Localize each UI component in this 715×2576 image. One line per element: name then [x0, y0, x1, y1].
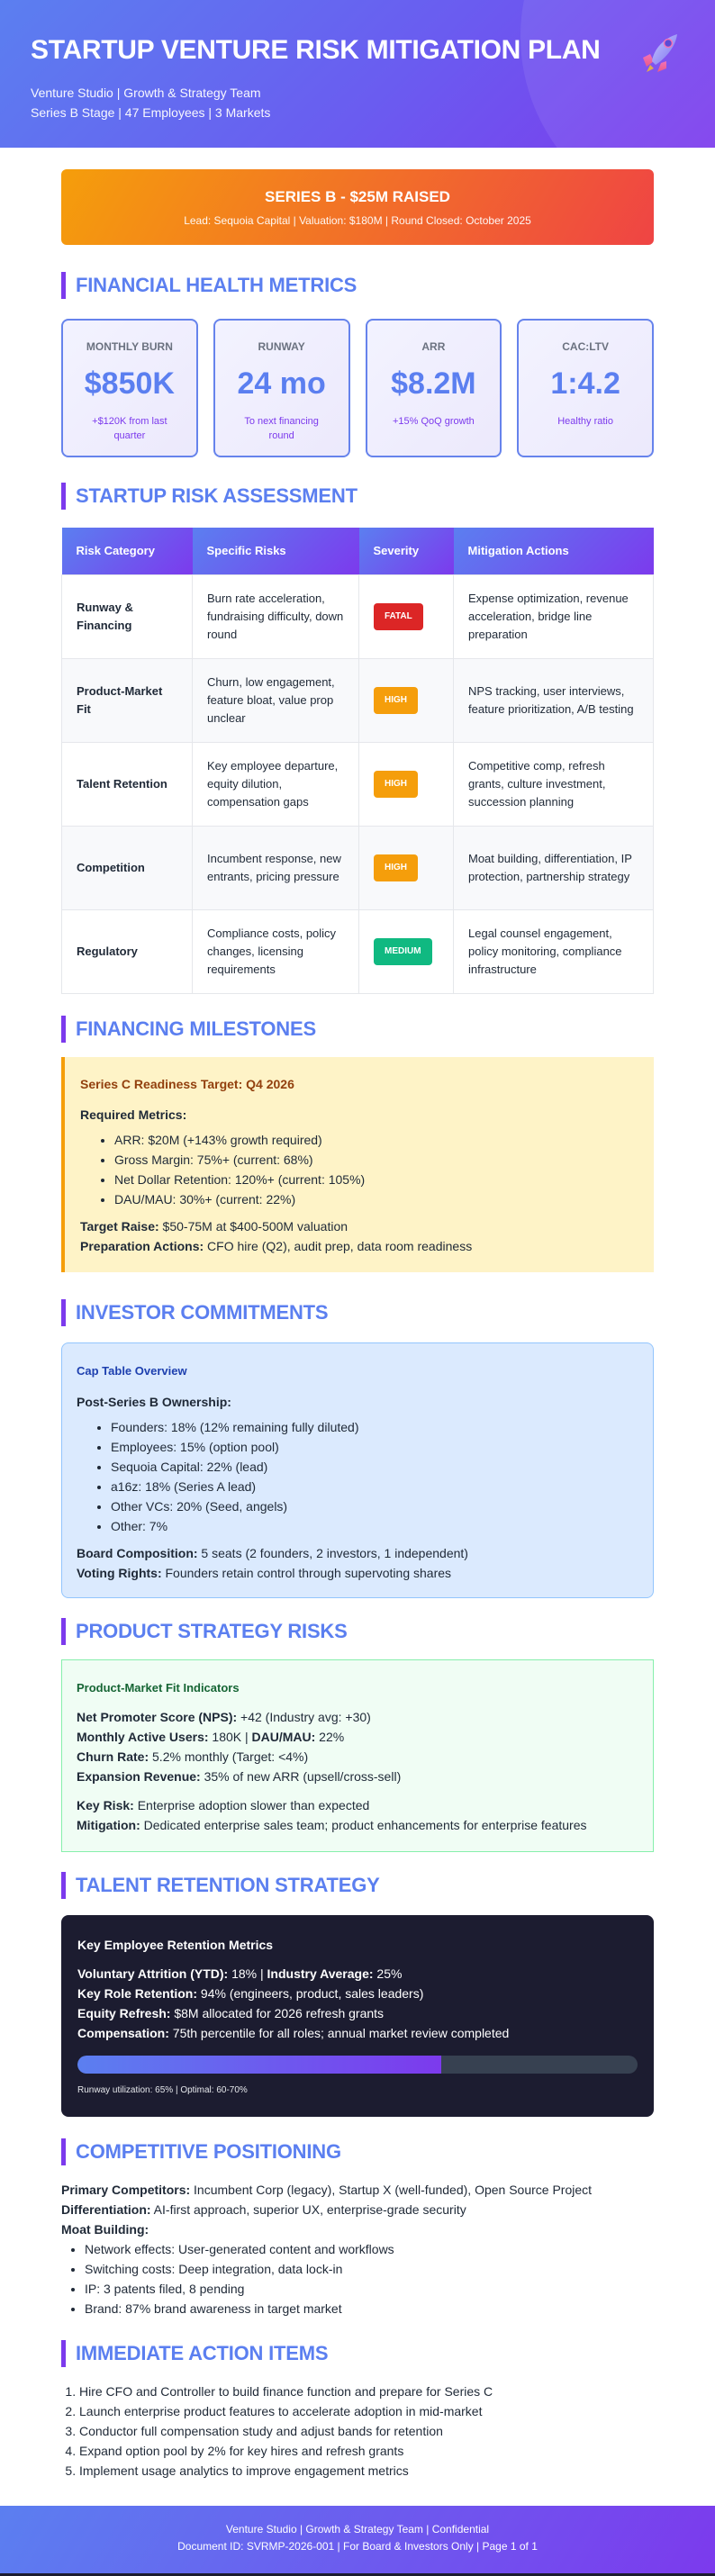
main-content — [0, 169, 715, 2481]
mitigation-actions: Expense optimization, revenue acceleration, bridge line preparation — [454, 574, 654, 658]
column-header: Mitigation Actions — [454, 528, 654, 574]
list-item: • ARR: $20M (+143% growth required) — [114, 1130, 638, 1150]
moat-building-label: Moat Building: — [61, 2221, 149, 2237]
progress-caption: Runway utilization: 65% | Optimal: 60-70% — [77, 2084, 248, 2095]
risk-category: Product-Market Fit — [62, 658, 193, 742]
mitigation-actions: NPS tracking, user interviews, feature prioritization, A/B testing — [454, 658, 654, 742]
board-composition: Board Composition: 5 seats (2 founders, 2 investors, 1 independent) — [77, 1545, 468, 1560]
metric-card-arr — [366, 319, 502, 457]
metric-card-cac-ltv — [517, 319, 654, 457]
list-item: • IP: 3 patents filed, 8 pending — [85, 2279, 654, 2299]
mitigation-actions: Moat building, differentiation, IP protection, partnership strategy — [454, 826, 654, 909]
list-item: • Other: 7% — [111, 1516, 638, 1536]
metric-note: Healthy ratio — [557, 416, 613, 427]
table-row — [62, 909, 654, 993]
table-row — [62, 658, 654, 742]
section-title-financing: FINANCING MILESTONES — [61, 1016, 654, 1043]
compensation: Compensation: 75th percentile for all roles; annual market review completed — [77, 2025, 510, 2040]
expansion-revenue: Expansion Revenue: 35% of new ARR (upsell/cross-sell) — [77, 1768, 402, 1784]
retention-title: Key Employee Retention Metrics — [77, 1937, 274, 1952]
metric-label: CAC:LTV — [562, 340, 610, 353]
voting-rights: Voting Rights: Founders retain control through supervoting shares — [77, 1565, 452, 1580]
section-title-talent: TALENT RETENTION STRATEGY — [61, 1872, 654, 1899]
metric-label: MONTHLY BURN — [86, 340, 173, 353]
key-risk: Key Risk: Enterprise adoption slower than expected — [77, 1797, 370, 1812]
retention-metrics-box — [61, 1915, 654, 2117]
section-title-product: PRODUCT STRATEGY RISKS — [61, 1618, 654, 1645]
list-item: 5. Implement usage analytics to improve engagement metrics — [79, 2461, 654, 2481]
specific-risks: Burn rate acceleration, fundraising difficulty, down round — [193, 574, 359, 658]
list-item: 3. Conductor full compensation study and adjust bands for retention — [79, 2421, 654, 2441]
risk-category: Talent Retention — [62, 742, 193, 826]
table-row — [62, 826, 654, 909]
mitigation: Mitigation: Dedicated enterprise sales team; product enhancements for enterprise features — [77, 1817, 587, 1832]
footer-line-document-id: Document ID: SVRMP-2026-001 | For Board & Investors Only | Page 1 of 1 — [177, 2539, 538, 2553]
rocket-icon — [641, 31, 681, 74]
column-header: Specific Risks — [193, 528, 359, 574]
list-item: • Gross Margin: 75%+ (current: 68%) — [114, 1150, 638, 1170]
ownership-list — [77, 1417, 638, 1536]
funding-banner-details: Lead: Sequoia Capital | Valuation: $180M | Round Closed: October 2025 — [184, 214, 531, 227]
voluntary-attrition: Voluntary Attrition (YTD): 18% | Industry Average: 25% — [77, 1966, 403, 1981]
metric-card-runway — [213, 319, 350, 457]
cap-table-title: Cap Table Overview — [77, 1363, 187, 1378]
metric-value: 1:4.2 — [550, 366, 620, 401]
action-items-list — [61, 2382, 654, 2481]
list-item: • Network effects: User-generated content and workflows — [85, 2239, 654, 2259]
metric-note: +$120K from last quarter — [92, 416, 167, 441]
funding-banner — [61, 169, 654, 245]
list-item: • Founders: 18% (12% remaining fully diluted) — [111, 1417, 638, 1437]
risk-category: Competition — [62, 826, 193, 909]
required-metrics-list — [80, 1130, 638, 1209]
column-header: Severity — [359, 528, 454, 574]
mitigation-actions: Competitive comp, refresh grants, culture investment, succession planning — [454, 742, 654, 826]
section-title-risk: STARTUP RISK ASSESSMENT — [61, 483, 654, 510]
table-row — [62, 742, 654, 826]
metric-card-burn — [61, 319, 198, 457]
list-item: • a16z: 18% (Series A lead) — [111, 1477, 638, 1496]
section-title-actions: IMMEDIATE ACTION ITEMS — [61, 2340, 654, 2367]
mitigation-actions: Legal counsel engagement, policy monitoring, compliance infrastructure — [454, 909, 654, 993]
table-row — [62, 574, 654, 658]
moat-list — [61, 2239, 654, 2318]
metric-label: RUNWAY — [258, 340, 305, 353]
severity-badge: MEDIUM — [374, 938, 432, 965]
specific-risks: Compliance costs, policy changes, licensing requirements — [193, 909, 359, 993]
severity-cell — [359, 909, 454, 993]
list-item: • Employees: 15% (option pool) — [111, 1437, 638, 1457]
decorative-circle — [520, 0, 715, 148]
pmf-indicators-box — [61, 1659, 654, 1852]
severity-badge: HIGH — [374, 854, 418, 881]
severity-cell — [359, 574, 454, 658]
pmf-title: Product-Market Fit Indicators — [77, 1680, 240, 1695]
nps: Net Promoter Score (NPS): +42 (Industry avg: +30) — [77, 1709, 371, 1724]
header-subtitle — [31, 83, 684, 122]
funding-banner-title: SERIES B - $25M RAISED — [265, 188, 450, 205]
section-title-financial: FINANCIAL HEALTH METRICS — [61, 272, 654, 299]
risk-category: Runway & Financing — [62, 574, 193, 658]
differentiation: Differentiation: AI-first approach, superior UX, enterprise-grade security — [61, 2201, 466, 2217]
header-subtitle-team: Venture Studio | Growth & Strategy Team — [31, 86, 261, 100]
list-item: 1. Hire CFO and Controller to build finance function and prepare for Series C — [79, 2382, 654, 2401]
section-title-competitive: COMPETITIVE POSITIONING — [61, 2138, 654, 2165]
progress-fill — [77, 2056, 441, 2074]
ownership-label: Post-Series B Ownership: — [77, 1394, 231, 1409]
required-metrics-label: Required Metrics: — [80, 1107, 187, 1122]
primary-competitors: Primary Competitors: Incumbent Corp (legacy), Startup X (well-funded), Open Source Project — [61, 2182, 593, 2197]
list-item: 4. Expand option pool by 2% for key hires and refresh grants — [79, 2441, 654, 2461]
churn-rate: Churn Rate: 5.2% monthly (Target: <4%) — [77, 1749, 309, 1764]
metrics-grid — [61, 319, 654, 457]
severity-cell — [359, 826, 454, 909]
metric-label: ARR — [421, 340, 446, 353]
page-header — [0, 0, 715, 148]
page-title: STARTUP VENTURE RISK MITIGATION PLAN — [31, 35, 601, 65]
milestone-title: Series C Readiness Target: Q4 2026 — [80, 1076, 294, 1091]
severity-cell — [359, 742, 454, 826]
severity-cell — [359, 658, 454, 742]
list-item: • DAU/MAU: 30%+ (current: 22%) — [114, 1189, 638, 1209]
table-header-row — [62, 528, 654, 574]
specific-risks: Key employee departure, equity dilution, compensation gaps — [193, 742, 359, 826]
metric-value: $8.2M — [391, 366, 476, 401]
list-item: • Net Dollar Retention: 120%+ (current: 105%) — [114, 1170, 638, 1189]
metric-note: +15% QoQ growth — [392, 416, 475, 427]
key-role-retention: Key Role Retention: 94% (engineers, product, sales leaders) — [77, 1985, 424, 2001]
page-footer — [0, 2506, 715, 2576]
runway-utilization-bar — [77, 2056, 638, 2074]
severity-badge: HIGH — [374, 687, 418, 714]
preparation-actions: Preparation Actions: CFO hire (Q2), audit prep, data room readiness — [80, 1238, 473, 1253]
risk-category: Regulatory — [62, 909, 193, 993]
list-item: • Switching costs: Deep integration, data lock-in — [85, 2259, 654, 2279]
list-item: 2. Launch enterprise product features to accelerate adoption in mid-market — [79, 2401, 654, 2421]
list-item: • Other VCs: 20% (Seed, angels) — [111, 1496, 638, 1516]
metric-value: $850K — [84, 366, 175, 401]
severity-badge: FATAL — [374, 603, 423, 630]
target-raise: Target Raise: $50-75M at $400-500M valuation — [80, 1218, 348, 1234]
competitive-positioning — [61, 2180, 654, 2318]
equity-refresh: Equity Refresh: $8M allocated for 2026 refresh grants — [77, 2005, 385, 2020]
section-title-investor: INVESTOR COMMITMENTS — [61, 1299, 654, 1326]
metric-note: To next financing round — [244, 416, 319, 441]
series-c-readiness-box — [61, 1057, 654, 1272]
list-item: • Sequoia Capital: 22% (lead) — [111, 1457, 638, 1477]
monthly-active-users: Monthly Active Users: 180K | DAU/MAU: 22% — [77, 1729, 345, 1744]
specific-risks: Churn, low engagement, feature bloat, value prop unclear — [193, 658, 359, 742]
metric-value: 24 mo — [237, 366, 326, 401]
cap-table-box — [61, 1342, 654, 1598]
specific-risks: Incumbent response, new entrants, pricing pressure — [193, 826, 359, 909]
column-header: Risk Category — [62, 528, 193, 574]
header-subtitle-stage: Series B Stage | 47 Employees | 3 Markets — [31, 105, 271, 120]
severity-badge: HIGH — [374, 771, 418, 798]
risk-table — [61, 528, 654, 994]
footer-line-org: Venture Studio | Growth & Strategy Team | Confidential — [225, 2522, 490, 2535]
list-item: • Brand: 87% brand awareness in target market — [85, 2299, 654, 2318]
